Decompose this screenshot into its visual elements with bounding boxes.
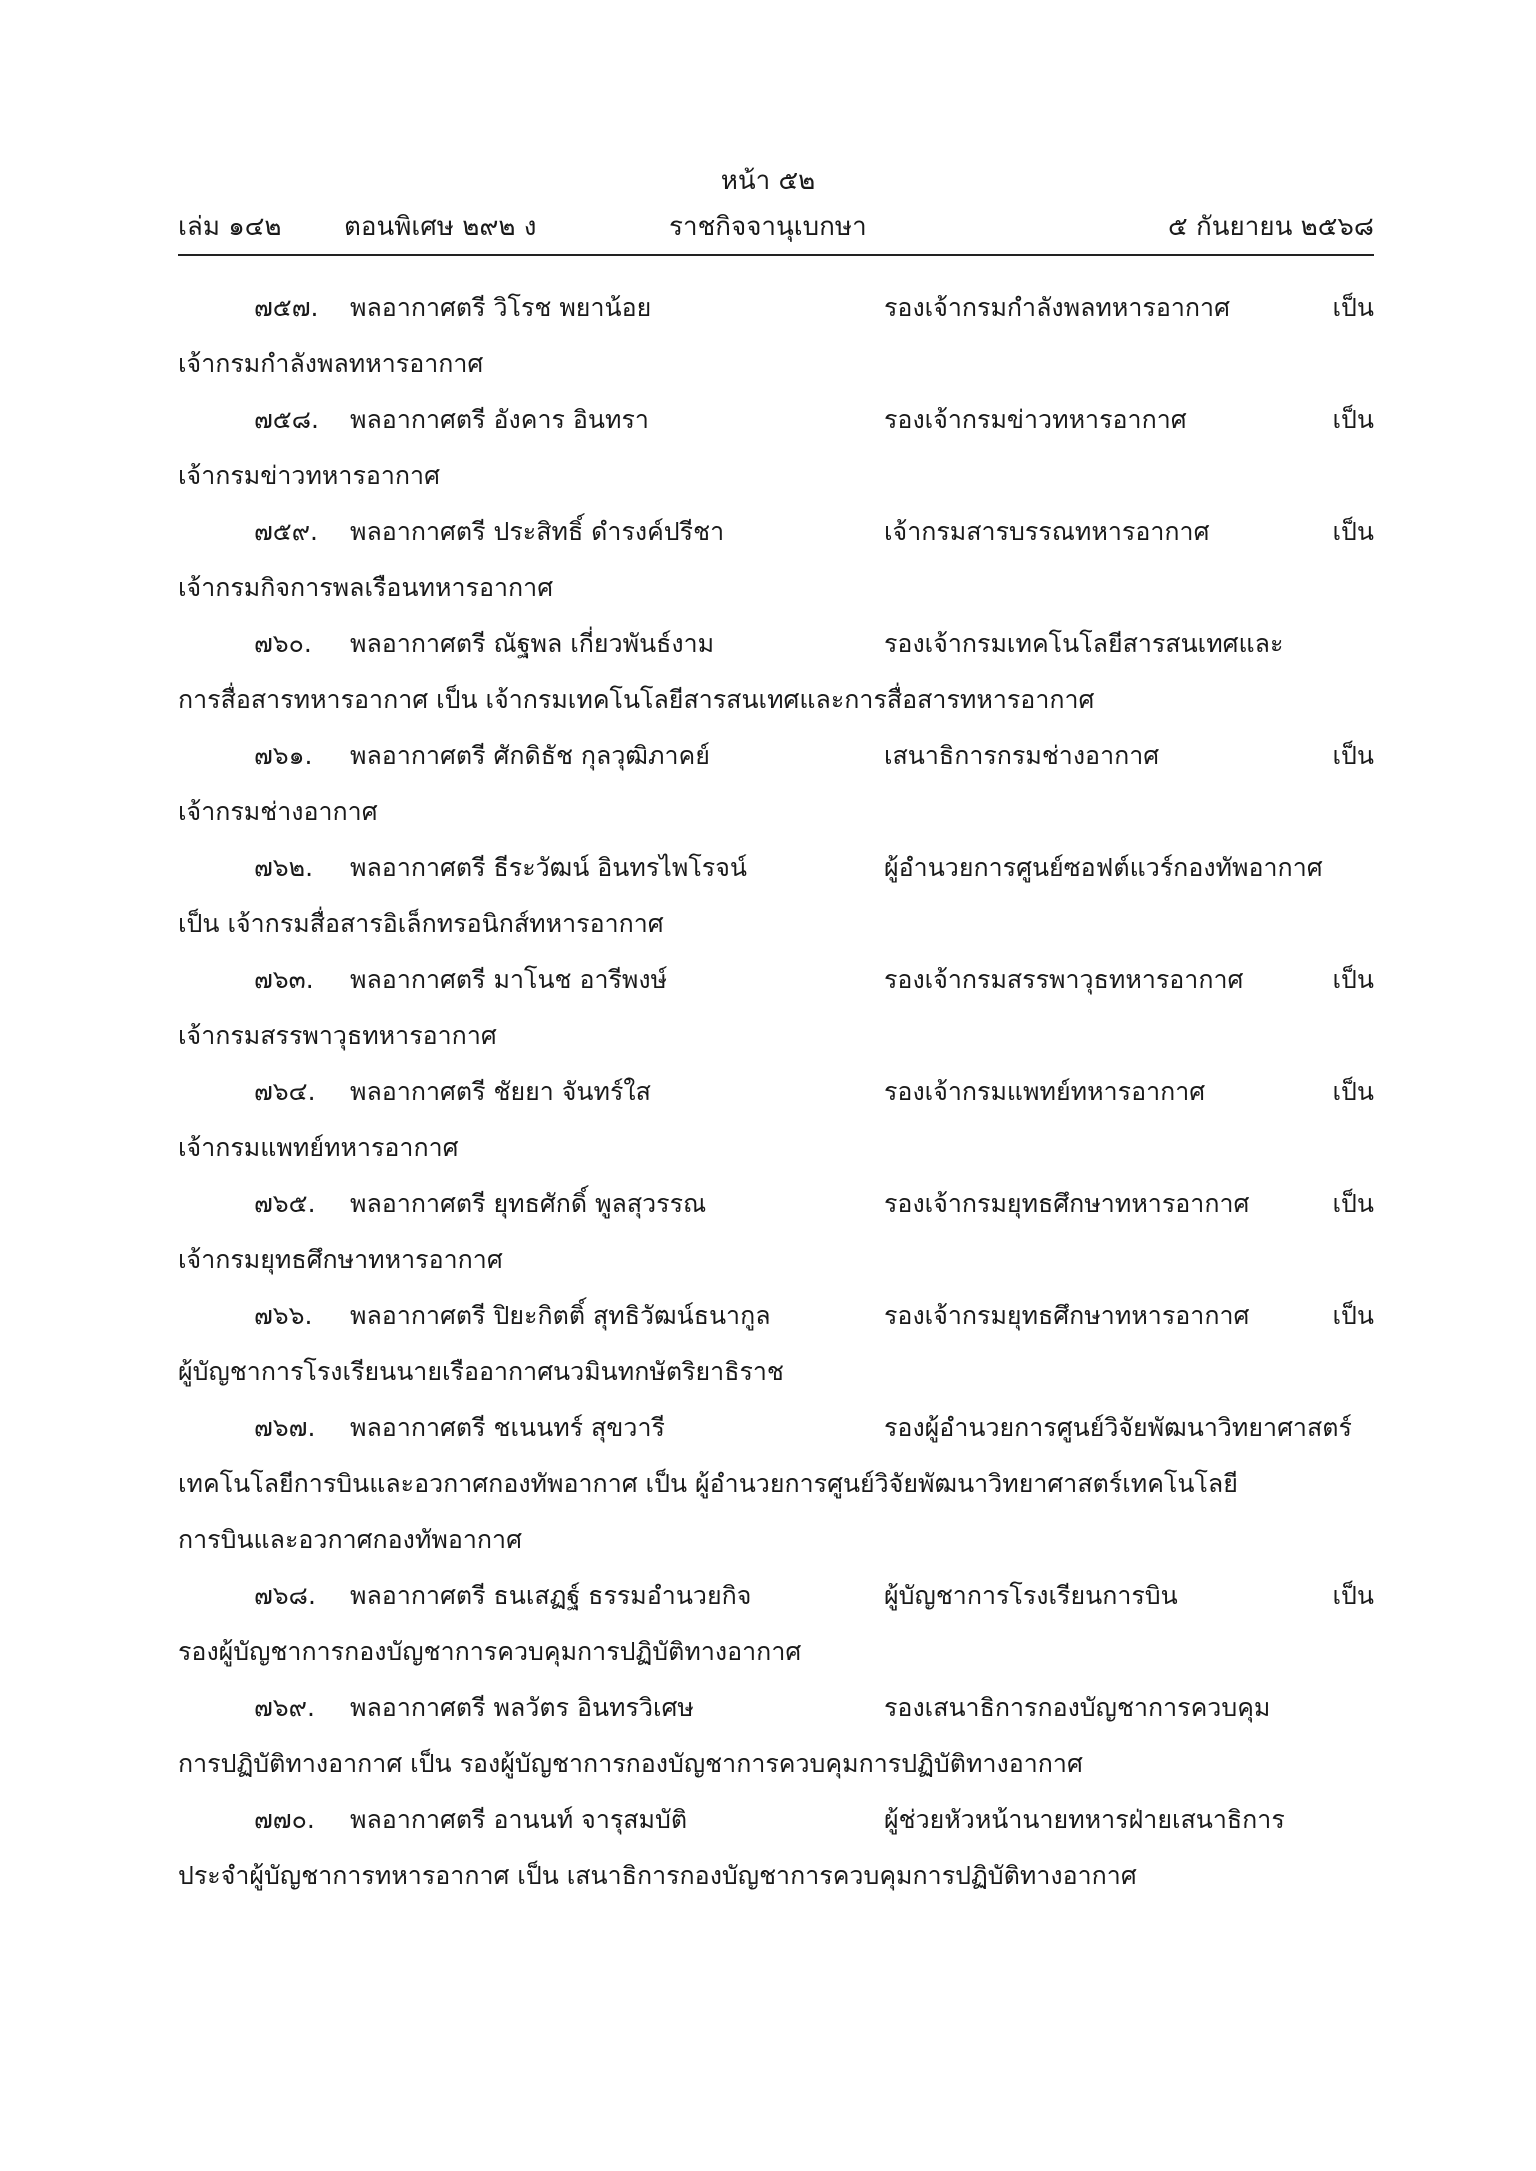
appointment-entry bbox=[178, 958, 1374, 1070]
officer-name: พลอากาศตรี อังคาร อินทรา bbox=[350, 405, 649, 434]
appointment-entry bbox=[178, 510, 1374, 622]
current-position: รองผู้อำนวยการศูนย์วิจัยพัฒนาวิทยาศาสตร์ bbox=[884, 1413, 1352, 1442]
section-label: ตอนพิเศษ ๒๙๒ ง bbox=[344, 212, 537, 242]
header-divider bbox=[178, 254, 1374, 256]
entry-number: ๗๕๗. bbox=[254, 293, 319, 322]
current-position: รองเจ้ากรมยุทธศึกษาทหารอากาศ เป็น bbox=[884, 1301, 1374, 1330]
current-position: ผู้ช่วยหัวหน้านายทหารฝ่ายเสนาธิการ bbox=[884, 1805, 1285, 1834]
officer-name: พลอากาศตรี ณัฐพล เกี่ยวพันธ์งาม bbox=[350, 629, 715, 658]
entry-first-line bbox=[178, 734, 1374, 790]
entry-first-line bbox=[178, 286, 1374, 342]
appointment-entry bbox=[178, 1406, 1374, 1574]
entry-first-line bbox=[178, 1070, 1374, 1126]
appointment-entry bbox=[178, 734, 1374, 846]
publication-date: ๕ กันยายน ๒๕๖๘ bbox=[1168, 212, 1374, 242]
appointment-entry bbox=[178, 398, 1374, 510]
current-position: ผู้อำนวยการศูนย์ซอฟต์แวร์กองทัพอากาศ bbox=[884, 853, 1323, 882]
entry-number: ๗๖๕. bbox=[254, 1189, 316, 1218]
entry-first-line bbox=[178, 846, 1374, 902]
entry-first-line bbox=[178, 1686, 1374, 1742]
current-position: รองเจ้ากรมสรรพาวุธทหารอากาศ เป็น bbox=[884, 965, 1374, 994]
current-position: รองเจ้ากรมแพทย์ทหารอากาศ เป็น bbox=[884, 1077, 1374, 1106]
entry-number: ๗๕๘. bbox=[254, 405, 319, 434]
officer-name: พลอากาศตรี ธนเสฏฐ์ ธรรมอำนวยกิจ bbox=[350, 1581, 752, 1610]
entry-number: ๗๖๘. bbox=[254, 1581, 316, 1610]
officer-name: พลอากาศตรี ธีระวัฒน์ อินทรไพโรจน์ bbox=[350, 853, 747, 882]
officer-name: พลอากาศตรี มาโนช อารีพงษ์ bbox=[350, 965, 668, 994]
entry-continuation: การปฏิบัติทางอากาศ เป็น รองผู้บัญชาการกองบัญชาการควบคุมการปฏิบัติทางอากาศ bbox=[178, 1749, 1083, 1778]
officer-name: พลอากาศตรี ชเนนทร์ สุขวารี bbox=[350, 1413, 665, 1442]
entry-continuation: เจ้ากรมสรรพาวุธทหารอากาศ bbox=[178, 1021, 497, 1050]
current-position: เจ้ากรมสารบรรณทหารอากาศ เป็น bbox=[884, 517, 1374, 546]
entry-number: ๗๖๖. bbox=[254, 1301, 313, 1330]
appointment-list bbox=[178, 286, 1374, 1910]
entry-number: ๗๖๔. bbox=[254, 1077, 316, 1106]
entry-continuation: ผู้บัญชาการโรงเรียนนายเรืออากาศนวมินทกษัตริยาธิราช bbox=[178, 1357, 784, 1386]
entry-first-line bbox=[178, 958, 1374, 1014]
entry-number: ๗๖๓. bbox=[254, 965, 314, 994]
entry-first-line bbox=[178, 1182, 1374, 1238]
entry-continuation: เจ้ากรมช่างอากาศ bbox=[178, 797, 378, 826]
entry-number: ๗๗๐. bbox=[254, 1805, 315, 1834]
entry-first-line bbox=[178, 1574, 1374, 1630]
appointment-entry bbox=[178, 1574, 1374, 1686]
entry-continuation: รองผู้บัญชาการกองบัญชาการควบคุมการปฏิบัติทางอากาศ bbox=[178, 1637, 802, 1666]
gazette-header bbox=[178, 207, 1374, 247]
current-position: รองเสนาธิการกองบัญชาการควบคุม bbox=[884, 1693, 1271, 1722]
appointment-entry bbox=[178, 1686, 1374, 1798]
entry-first-line bbox=[178, 622, 1374, 678]
appointment-entry bbox=[178, 1182, 1374, 1294]
entry-number: ๗๖๐. bbox=[254, 629, 312, 658]
appointment-entry bbox=[178, 1798, 1374, 1910]
gazette-title: ราชกิจจานุเบกษา bbox=[669, 212, 867, 242]
entry-continuation: เจ้ากรมแพทย์ทหารอากาศ bbox=[178, 1133, 459, 1162]
officer-name: พลอากาศตรี ยุทธศักดิ์ พูลสุวรรณ bbox=[350, 1189, 707, 1218]
entry-number: ๗๖๗. bbox=[254, 1413, 316, 1442]
appointment-entry bbox=[178, 1070, 1374, 1182]
officer-name: พลอากาศตรี ศักดิธัช กุลวุฒิภาคย์ bbox=[350, 741, 710, 770]
entry-number: ๗๕๙. bbox=[254, 517, 318, 546]
entry-continuation: เจ้ากรมข่าวทหารอากาศ bbox=[178, 461, 440, 490]
entry-first-line bbox=[178, 1294, 1374, 1350]
appointment-entry bbox=[178, 1294, 1374, 1406]
entry-continuation: เทคโนโลยีการบินและอวกาศกองทัพอากาศ เป็น ผู้อำนวยการศูนย์วิจัยพัฒนาวิทยาศาสตร์เทคโนโลยี bbox=[178, 1469, 1238, 1498]
current-position: รองเจ้ากรมยุทธศึกษาทหารอากาศ เป็น bbox=[884, 1189, 1374, 1218]
page-number: หน้า ๕๒ bbox=[720, 166, 816, 196]
entry-number: ๗๖๙. bbox=[254, 1693, 315, 1722]
entry-continuation: ประจำผู้บัญชาการทหารอากาศ เป็น เสนาธิการกองบัญชาการควบคุมการปฏิบัติทางอากาศ bbox=[178, 1861, 1137, 1890]
current-position: ผู้บัญชาการโรงเรียนการบิน เป็น bbox=[884, 1581, 1374, 1610]
volume-label: เล่ม ๑๔๒ bbox=[178, 212, 282, 242]
appointment-entry bbox=[178, 286, 1374, 398]
entry-number: ๗๖๒. bbox=[254, 853, 314, 882]
officer-name: พลอากาศตรี วิโรช พยาน้อย bbox=[350, 293, 652, 322]
entry-first-line bbox=[178, 1406, 1374, 1462]
entry-continuation: เป็น เจ้ากรมสื่อสารอิเล็กทรอนิกส์ทหารอากาศ bbox=[178, 909, 664, 938]
entry-continuation: เจ้ากรมกำลังพลทหารอากาศ bbox=[178, 349, 484, 378]
officer-name: พลอากาศตรี ปิยะกิตติ์ สุทธิวัฒน์ธนากูล bbox=[350, 1301, 771, 1330]
appointment-entry bbox=[178, 846, 1374, 958]
officer-name: พลอากาศตรี พลวัตร อินทรวิเศษ bbox=[350, 1693, 694, 1722]
entry-first-line bbox=[178, 398, 1374, 454]
entry-continuation: การบินและอวกาศกองทัพอากาศ bbox=[178, 1525, 522, 1554]
entry-continuation: การสื่อสารทหารอากาศ เป็น เจ้ากรมเทคโนโลยีสารสนเทศและการสื่อสารทหารอากาศ bbox=[178, 685, 1095, 714]
officer-name: พลอากาศตรี ประสิทธิ์ ดำรงค์ปรีชา bbox=[350, 517, 725, 546]
current-position: รองเจ้ากรมกำลังพลทหารอากาศ เป็น bbox=[884, 293, 1374, 322]
officer-name: พลอากาศตรี ชัยยา จันทร์ใส bbox=[350, 1077, 651, 1106]
current-position: รองเจ้ากรมเทคโนโลยีสารสนเทศและ bbox=[884, 629, 1284, 658]
entry-continuation: เจ้ากรมกิจการพลเรือนทหารอากาศ bbox=[178, 573, 554, 602]
entry-number: ๗๖๑. bbox=[254, 741, 313, 770]
appointment-entry bbox=[178, 622, 1374, 734]
current-position: รองเจ้ากรมข่าวทหารอากาศ เป็น bbox=[884, 405, 1374, 434]
officer-name: พลอากาศตรี อานนท์ จารุสมบัติ bbox=[350, 1805, 688, 1834]
entry-continuation: เจ้ากรมยุทธศึกษาทหารอากาศ bbox=[178, 1245, 503, 1274]
entry-first-line bbox=[178, 510, 1374, 566]
entry-first-line bbox=[178, 1798, 1374, 1854]
current-position: เสนาธิการกรมช่างอากาศ เป็น bbox=[884, 741, 1374, 770]
